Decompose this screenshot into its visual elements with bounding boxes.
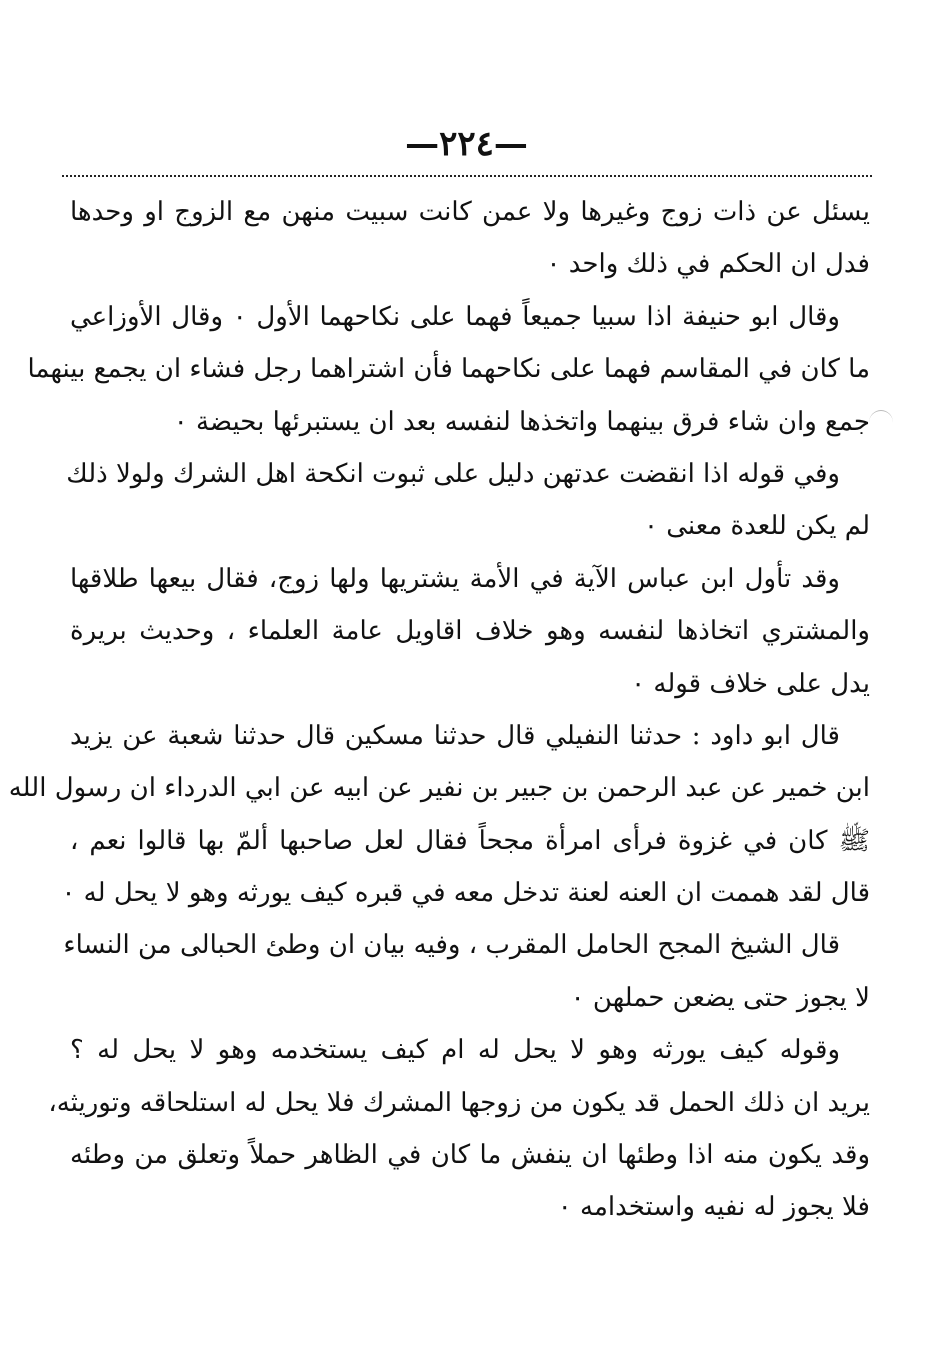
- text-line: قال الشيخ المجح الحامل المقرب ، وفيه بيان ان وطئ الحبالى من النساء: [63, 930, 840, 961]
- text-line: يريد ان ذلك الحمل قد يكون من زوجها المشرك فلا يحل له استلحاقه وتوريثه،: [48, 1087, 870, 1118]
- body-text: [8, 186, 870, 1234]
- text-line: وقد يكون منه اذا وطئها ان ينفش ما كان في الظاهر حملاً وتعلق من وطئه: [70, 1140, 870, 1171]
- text-line: وفي قوله اذا انقضت عدتهن دليل على ثبوت انكحة اهل الشرك ولولا ذلك: [66, 458, 840, 489]
- text-line: ما كان في المقاسم فهما على نكاحهما فأن اشتراهما رجل فشاء ان يجمع بينهما: [27, 354, 870, 385]
- text-line: وقال ابو حنيفة اذا سبيا جميعاً فهما على نكاحهما الأول ٠ وقال الأوزاعي: [70, 301, 840, 332]
- page-number: —٢٢٤—: [405, 124, 528, 164]
- header-rule: [62, 175, 872, 177]
- text-line: لم يكن للعدة معنى ٠: [644, 511, 870, 542]
- text-line: ﷺ كان في غزوة فرأى امرأة مجحاً فقال لعل صاحبها ألمّ بها قالوا نعم ،: [70, 825, 870, 856]
- text-line: وقوله كيف يورثه وهو لا يحل له ام كيف يستخدمه وهو لا يحل له ؟: [70, 1035, 840, 1066]
- text-line: جمع وان شاء فرق بينهما واتخذها لنفسه بعد ان يستبرئها بحيضة ٠: [173, 406, 870, 437]
- text-line: ابن خمير عن عبد الرحمن بن جبير بن نفير عن ابيه عن ابي الدرداء ان رسول الله: [8, 773, 870, 804]
- text-line: قال ابو داود : حدثنا النفيلي قال حدثنا مسكين قال حدثنا شعبة عن يزيد: [70, 720, 840, 751]
- text-line: لا يجوز حتى يضعن حملهن ٠: [570, 982, 870, 1013]
- margin-mark: [869, 410, 893, 435]
- text-line: والمشتري اتخاذها لنفسه وهو خلاف اقاويل عامة العلماء ، وحديث بريرة: [70, 616, 870, 647]
- text-line: وقد تأول ابن عباس الآية في الأمة يشتريها ولها زوج، فقال بيعها طلاقها: [70, 563, 840, 594]
- text-line: فدل ان الحكم في ذلك واحد ٠: [546, 249, 870, 280]
- text-line: قال لقد هممت ان العنه لعنة تدخل معه في قبره كيف يورثه وهو لا يحل له ٠: [61, 878, 870, 909]
- text-line: يدل على خلاف قوله ٠: [631, 668, 870, 699]
- text-line: يسئل عن ذات زوج وغيرها ولا عمن كانت سبيت منهن مع الزوج او وحدها: [70, 197, 870, 227]
- text-line: فلا يجوز له نفيه واستخدامه ٠: [557, 1192, 870, 1223]
